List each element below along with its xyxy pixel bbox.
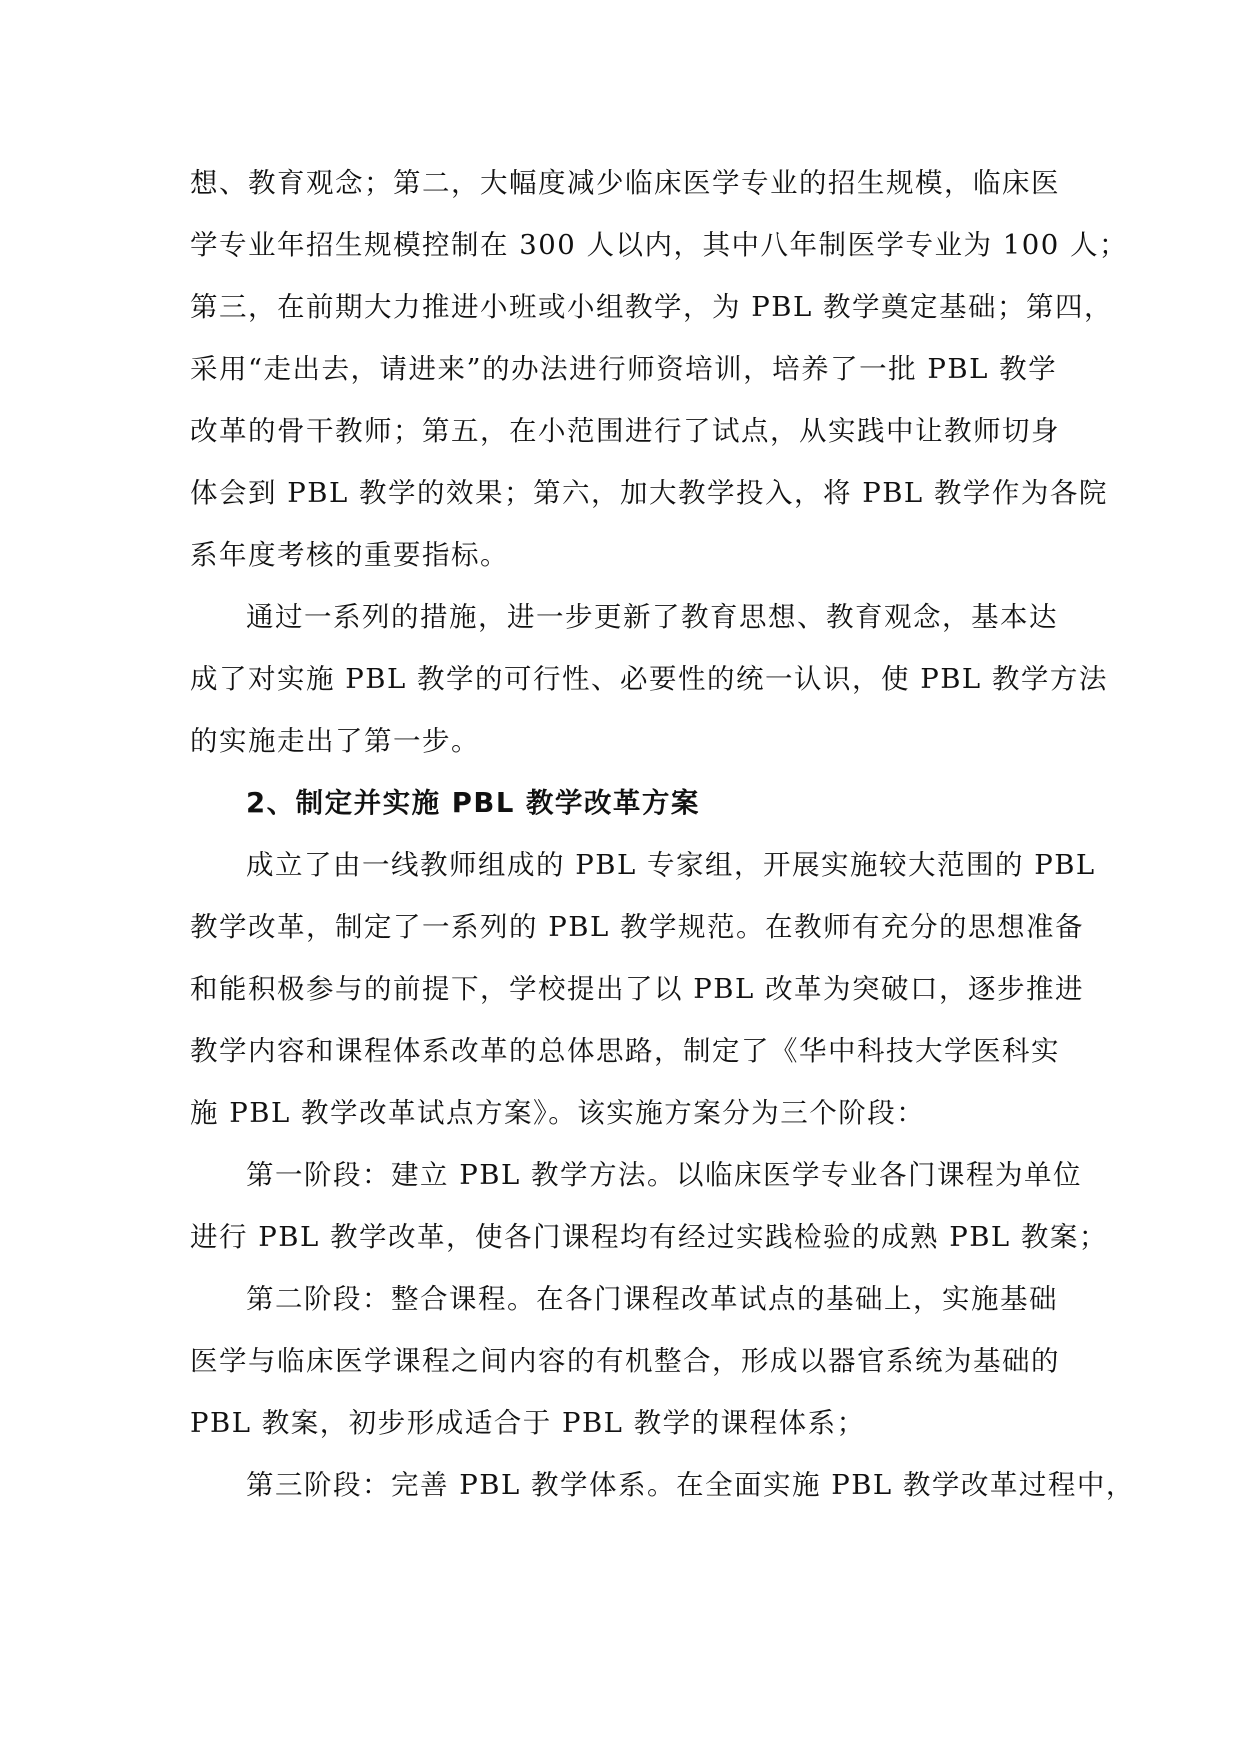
text-line: 进行 PBL 教学改革，使各门课程均有经过实践检验的成熟 PBL 教案； [190,1221,1108,1253]
paragraph-stage-1 [190,1144,1108,1268]
text-line: 教学改革，制定了一系列的 PBL 教学规范。在教师有充分的思想准备 [190,911,1084,943]
text-line: 施 PBL 教学改革试点方案》。该实施方案分为三个阶段： [190,1097,926,1129]
text-line: 医学与临床医学课程之间内容的有机整合，形成以器官系统为基础的 [190,1345,1060,1377]
text-line: 改革的骨干教师；第五，在小范围进行了试点，从实践中让教师切身 [190,415,1060,447]
text-line: PBL 教案，初步形成适合于 PBL 教学的课程体系； [190,1407,866,1439]
text-line: 教学内容和课程体系改革的总体思路，制定了《华中科技大学医科实 [190,1035,1060,1067]
text-line: 体会到 PBL 教学的效果；第六，加大教学投入，将 PBL 教学作为各院 [190,477,1108,509]
section-heading [190,772,1050,834]
text-line: 成立了由一线教师组成的 PBL 专家组，开展实施较大范围的 PBL [246,849,1096,881]
text-line: 的实施走出了第一步。 [190,725,480,757]
text-line: 和能积极参与的前提下，学校提出了以 PBL 改革为突破口，逐步推进 [190,973,1084,1005]
text-line: 第一阶段：建立 PBL 教学方法。以临床医学专业各门课程为单位 [246,1159,1082,1191]
text-line: 第三阶段：完善 PBL 教学体系。在全面实施 PBL 教学改革过程中， [246,1469,1135,1501]
text-line: 学专业年招生规模控制在 300 人以内，其中八年制医学专业为 100 人； [190,229,1128,261]
text-line: 成了对实施 PBL 教学的可行性、必要性的统一认识，使 PBL 教学方法 [190,663,1108,695]
text-line: 通过一系列的措施，进一步更新了教育思想、教育观念，基本达 [246,601,1058,633]
text-line: 第二阶段：整合课程。在各门课程改革试点的基础上，实施基础 [246,1283,1058,1315]
paragraph [190,152,1128,586]
paragraph [190,834,1096,1144]
paragraph [190,586,1108,772]
text-line: 采用“走出去，请进来”的办法进行师资培训，培养了一批 PBL 教学 [190,353,1058,385]
text-line: 想、教育观念；第二，大幅度减少临床医学专业的招生规模，临床医 [190,167,1060,199]
text-line: 系年度考核的重要指标。 [190,539,509,571]
heading-text: 2、制定并实施 PBL 教学改革方案 [246,787,700,819]
document-body [190,152,1135,1516]
paragraph-stage-2 [190,1268,1060,1454]
paragraph-stage-3 [190,1454,1135,1516]
text-line: 第三，在前期大力推进小班或小组教学，为 PBL 教学奠定基础；第四， [190,291,1113,323]
